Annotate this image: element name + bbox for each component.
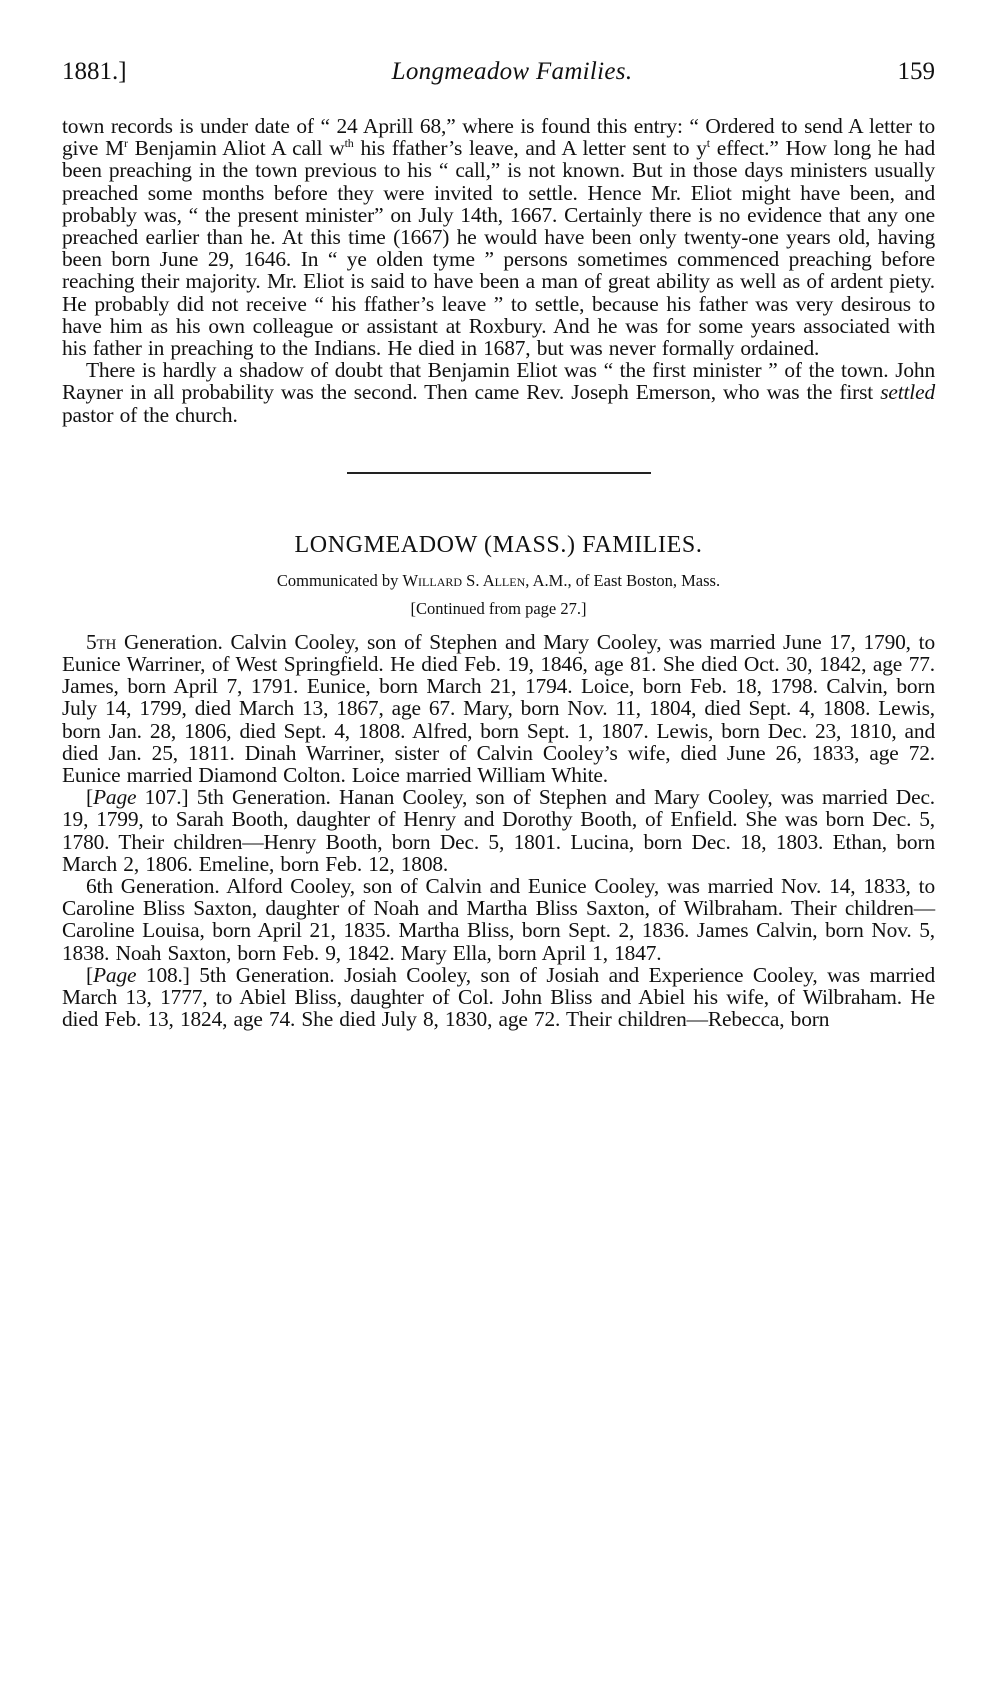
byline <box>62 571 935 591</box>
page-ref-label: Page <box>92 785 137 810</box>
text-run: Generation. Calvin Cooley, son of Stephen and Mary Cooley, was married June 17, 1790, to Eunice Warriner, of West Springfield. He died Feb. 19, 1846, age 81. She died Oct. 30, 1842, age 77. James, born April 7, 1791. Eunice, born March 21, 1794. Loice, born Feb. 18, 1798. Calvin, born July 14, 1799, died March 13, 1867, age 67. Mary, born Nov. 11, 1804, died Sept. 4, 1808. Lewis, born Jan. 28, 1806, died Sept. 4, 1808. Alfred, born Sept. 1, 1807. Lewis, born Dec. 23, 1810, and died Jan. 25, 1811. Dinah Warriner, sister of Calvin Cooley’s wife, died June 26, 1833, age 72. Eunice married Diamond Colton. Loice married William White. <box>62 629 935 788</box>
superscript: th <box>344 136 354 151</box>
page-ref-bracket: [ <box>86 785 93 810</box>
text-run: 6th Generation. Alford Cooley, son of Calvin and Eunice Cooley, was married Nov. 14, 1833, to Caroline Bliss Saxton, daughter of Noah and Martha Bliss Saxton, of Wilbraham. Their children—Caroline Louisa, born April 21, 1835. Martha Bliss, born Sept. 2, 1836. James Calvin, born Nov. 5, 1838. Noah Saxton, born Feb. 9, 1842. Mary Ella, born April 1, 1847. <box>62 874 935 965</box>
text-run: effect.” How long he had been preaching in the town previous to his “ call,” is not known. But in those days ministers usually preached some months before they were invited to settle. Hence Mr. Eliot might have been, and probably was, “ the present minister” on July 14th, 1667. Certainly there is no evidence that any one preached earlier than he. At this time (1667) he would have been only twenty-one years old, having been born June 29, 1646. In “ ye olden tyme ” persons sometimes commenced preaching before reaching their majority. Mr. Eliot is said to have been a man of great ability as well as of ardent piety. He probably did not receive “ his ffather’s leave ” to settle, because his father was very desirous to have him as his own colleague or assistant at Roxbury. And he was for some years associated with his father in preaching to the Indians. He died in 1687, but was never formally ordained. <box>62 136 935 361</box>
article-eliot-continuation <box>62 115 935 426</box>
running-head <box>62 58 935 98</box>
page-ref-bracket: [ <box>86 962 93 987</box>
document-page <box>62 58 935 1031</box>
paragraph <box>62 359 935 426</box>
byline-prefix: Communicated by <box>276 570 403 590</box>
text-run: There is hardly a shadow of doubt that Benjamin Eliot was “ the first minister ” of the town. John Rayner in all probability was the second. Then came Rev. Joseph Emerson, who was the first <box>62 358 935 405</box>
byline-suffix: , A.M., of East Boston, Mass. <box>525 570 721 590</box>
paragraph <box>62 786 935 875</box>
paragraph <box>62 631 935 786</box>
text-run: Benjamin Aliot A call w <box>127 136 345 161</box>
continued-note: [Continued from page 27.] <box>410 598 587 618</box>
page-ref-number: 107.] <box>136 785 189 810</box>
article-longmeadow-families <box>62 631 935 1031</box>
page-number: 159 <box>897 58 935 85</box>
page-ref-label: Page <box>92 962 137 987</box>
superscript: r <box>123 136 128 151</box>
superscript: t <box>706 136 710 151</box>
section-divider <box>347 472 651 474</box>
paragraph <box>62 115 935 359</box>
text-run: town records is under date of “ 24 Aprill 68,” where is found this entry: “ Ordered to send A letter to give M <box>62 114 935 161</box>
running-head-title: Longmeadow Families. <box>391 58 633 85</box>
text-run: 5th Generation. Hanan Cooley, son of Stephen and Mary Cooley, was married Dec. 19, 1799, to Sarah Booth, daughter of Henry and Dorothy Booth, of Enfield. She was born Dec. 5, 1780. Their children—Henry Booth, born Dec. 5, 1801. Lucina, born Dec. 18, 1803. Ethan, born March 2, 1806. Emeline, born Feb. 12, 1808. <box>62 785 935 876</box>
emphasis: settled <box>880 380 935 405</box>
paragraph <box>62 875 935 964</box>
paragraph <box>62 964 935 1031</box>
byline-author: Willard S. Allen <box>402 570 526 590</box>
running-head-year: 1881.] <box>62 58 127 85</box>
page-ref-number: 108.] <box>136 962 190 987</box>
section-title: LONGMEADOW (MASS.) FAMILIES. <box>294 531 703 558</box>
text-run: pastor of the church. <box>62 402 238 427</box>
text-run: his ffather’s leave, and A letter sent to y <box>353 136 707 161</box>
generation-label: 5th <box>86 629 117 654</box>
text-run: 5th Generation. Josiah Cooley, son of Josiah and Experience Cooley, was married March 13, 1777, to Abiel Bliss, daughter of Col. John Bliss and Abiel his wife, of Wilbraham. He died Feb. 13, 1824, age 74. She died July 8, 1830, age 72. Their children—Rebecca, born <box>62 962 935 1032</box>
